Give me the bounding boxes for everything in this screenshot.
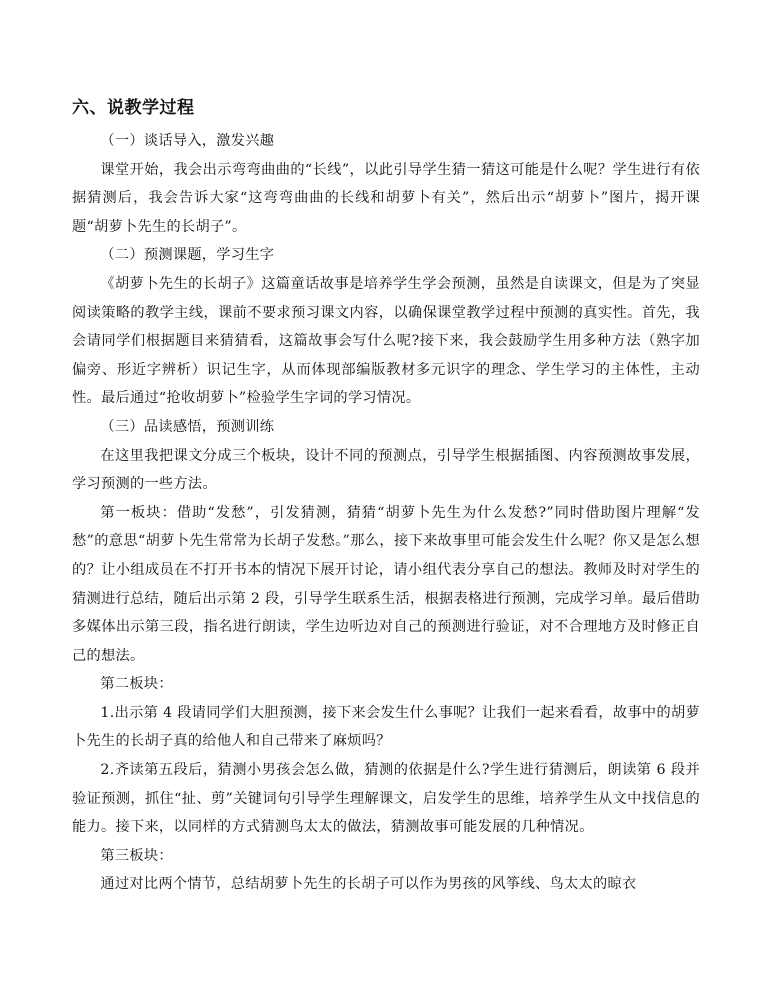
- subheading-1: （一）谈话导入，激发兴趣: [100, 133, 275, 149]
- paragraph: 课堂开始，我会出示弯弯曲曲的“长线”，以此引导学生猜一猜这可能是什么呢？学生进行有依据猜测后，我会告诉大家“这弯弯曲曲的长线和胡萝卜有关”，然后出示“胡萝卜”图片，揭开课题“胡萝卜先生的长胡子”。: [72, 161, 700, 235]
- paragraph: 1.出示第 4 段请同学们大胆预测，接下来会发生什么事呢？让我们一起来看看，故事中的胡萝卜先生的长胡子真的给他人和自己带来了麻烦吗？: [72, 704, 700, 750]
- subheading-2: （二）预测课题，学习生字: [100, 247, 275, 264]
- paragraph: 通过对比两个情节，总结胡萝卜先生的长胡子可以作为男孩的风筝线、鸟太太的晾衣: [100, 876, 637, 893]
- body-text: [72, 127, 700, 899]
- paragraph: 2.齐读第五段后，猜测小男孩会怎么做，猜测的依据是什么?学生进行猜测后，朗读第 6 段并验证预测，抓住“扯、剪”关键词句引导学生理解课文，启发学生的思维，培养学生从文中找信息的能力。接下来，以同样的方式猜测鸟太太的做法，猜测故事可能发展的几种情况。: [72, 762, 700, 836]
- paragraph: 《胡萝卜先生的长胡子》这篇童话故事是培养学生学会预测，虽然是自读课文，但是为了突显阅读策略的教学主线，课前不要求预习课文内容，以确保课堂教学过程中预测的真实性。首先，我会请同学们根据题目来猜猜看，这篇故事会写什么呢?接下来，我会鼓励学生用多种方法（熟字加偏旁、形近字辨析）识记生字，从而体现部编版教材多元识字的理念、学生学习的主体性，主动性。最后通过“抢收胡萝卜”检验学生字词的学习情况。: [72, 275, 700, 407]
- paragraph: 第一板块：借助“发愁”，引发猜测，猜猜“胡萝卜先生为什么发愁?”同时借助图片理解“发愁”的意思“胡萝卜先生常常为长胡子发愁。”那么，接下来故事里可能会发生什么呢？你又是怎么想的？让小组成员在不打开书本的情况下展开讨论，请小组代表分享自己的想法。教师及时对学生的猜测进行总结，随后出示第 2 段，引导学生联系生活，根据表格进行预测，完成学习单。最后借助多媒体出示第三段，指名进行朗读，学生边听边对自己的预测进行验证，对不合理地方及时修正自己的想法。: [72, 504, 700, 664]
- section-heading: 六、说教学过程: [72, 98, 195, 118]
- block-label: 第三板块：: [100, 847, 173, 864]
- subheading-3: （三）品读感悟，预测训练: [100, 418, 275, 435]
- paragraph: 在这里我把课文分成三个板块，设计不同的预测点，引导学生根据插图、内容预测故事发展，学习预测的一些方法。: [72, 447, 700, 493]
- block-label: 第二板块：: [100, 676, 173, 693]
